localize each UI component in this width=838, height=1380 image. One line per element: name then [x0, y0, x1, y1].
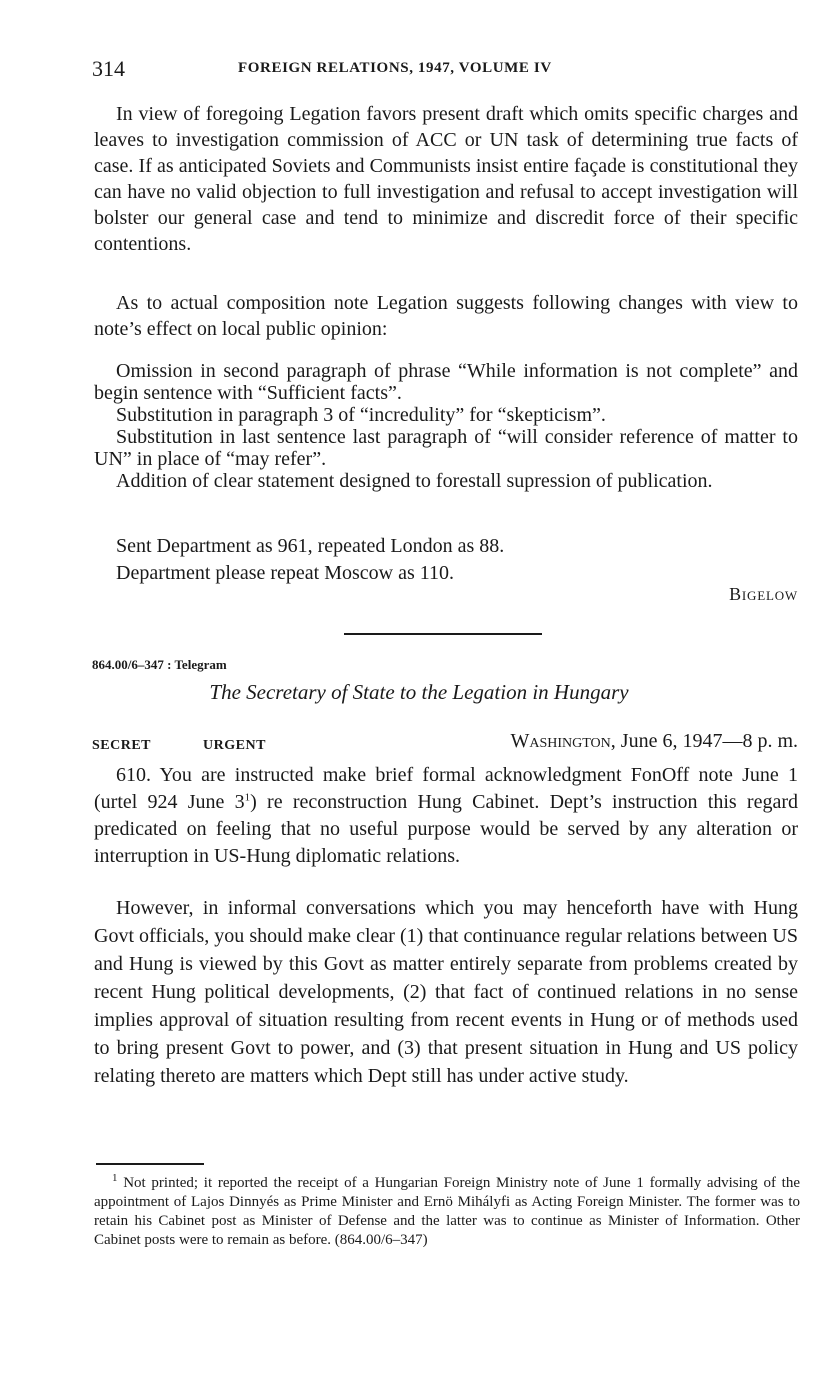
repeat-line: Department please repeat Moscow as 110. — [116, 562, 455, 584]
telegram2-paragraph-1 — [94, 762, 798, 870]
classification-labels — [92, 738, 318, 754]
footnote-divider — [96, 1163, 204, 1165]
page-number: 314 — [92, 56, 125, 81]
section-divider — [344, 633, 542, 635]
running-head: FOREIGN RELATIONS, 1947, VOLUME IV — [238, 60, 552, 76]
footnote-reference: 1 — [244, 791, 251, 804]
telegram1-paragraph-1: In view of foregoing Legation favors present draft which omits specific charges and leaves to investigation commission of ACC or UN task of determining true facts of case. If as anticipated Soviets and Communists insist entire façade is constitutional they can have no valid objection to full investigation and refusal to accept investigation will bolster our general case and tend to minimize and discredit force of their specific contentions. — [94, 103, 798, 255]
classification-secret: SECRET — [92, 738, 152, 753]
change-item-4: Addition of clear statement designed to forestall supression of publication. — [116, 470, 713, 492]
dateline-place: Washington — [510, 730, 611, 752]
change-item-3: Substitution in last sentence last paragraph of “will consider reference of matter to UN” in place of “may refer”. — [94, 426, 798, 470]
telegram1-paragraph-2: As to actual composition note Legation suggests following changes with view to note’s effect on local public opinion: — [94, 292, 798, 340]
telegram2-para1-start: 610. You are instructed make brief formal acknowledgment FonOff note June 1 (urtel 924 June 3 — [94, 764, 798, 813]
classification-urgent: URGENT — [203, 738, 266, 753]
dateline-date: , June 6, 1947—8 p. m. — [610, 730, 798, 752]
change-item-2: Substitution in paragraph 3 of “incredulity” for “skepticism”. — [116, 404, 606, 426]
telegram2-paragraph-2: However, in informal conversations which you may henceforth have with Hung Govt officials, you should make clear (1) that continuance regular relations between US and Hung is viewed by this Govt as matter entirely separate from problems created by recent Hung political developments, (2) that fact of continued relations in no sense implies approval of situation resulting from recent events in Hung or of methods used to bring present Govt to power, and (3) that present situation in Hung and US policy relating thereto are matters which Dept still has under active study. — [94, 897, 798, 1087]
file-reference: 864.00/6–347 : Telegram — [92, 657, 227, 672]
footnote-text: Not printed; it reported the receipt of a Hungarian Foreign Ministry note of June 1 formally advising of the appointment of Lajos Dinnyés as Prime Minister and Ernö Mihályfi as Acting Foreign Minister. The former was to retain his Cabinet post as Minister of Defense and the latter was to continue as Minister of Information. Other Cabinet posts were to remain as before. (864.00/6–347) — [94, 1175, 800, 1248]
footnote — [94, 1174, 800, 1250]
page-header — [92, 56, 798, 84]
signature-bigelow: Bigelow — [729, 584, 798, 604]
footnote-mark: 1 — [112, 1172, 118, 1184]
dateline — [510, 730, 798, 753]
telegram2-para1-end: ) re reconstruction Hung Cabinet. Dept’s instruction this regard predicated on feeling that no useful purpose would be served by any alteration or interruption in US-Hung diplomatic relations. — [94, 791, 798, 867]
document-title: The Secretary of State to the Legation in Hungary — [209, 680, 629, 704]
sent-line: Sent Department as 961, repeated London as 88. — [116, 535, 505, 557]
change-item-1: Omission in second paragraph of phrase “While information is not complete” and begin sentence with “Sufficient facts”. — [94, 360, 798, 404]
